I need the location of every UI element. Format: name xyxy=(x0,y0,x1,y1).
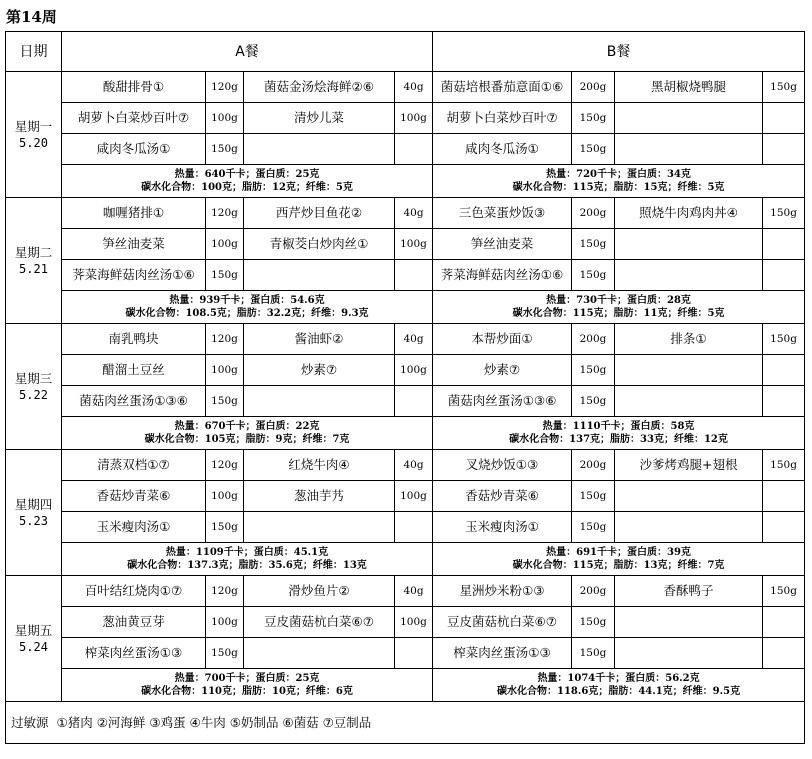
day-cell xyxy=(6,72,62,198)
dish-name xyxy=(244,386,395,417)
dish-name xyxy=(244,260,395,291)
allergen-label: 过敏源 xyxy=(11,714,49,730)
dish-name: 酱油虾② xyxy=(244,324,395,355)
dish-weight: 100g xyxy=(395,229,433,260)
dish-weight: 150g xyxy=(572,229,615,260)
dish-row xyxy=(6,386,805,417)
dish-name xyxy=(615,638,763,669)
dish-weight xyxy=(763,481,805,512)
allergen-list: ①猪肉 ②河海鲜 ③鸡蛋 ④牛肉 ⑤奶制品 ⑥菌菇 ⑦豆制品 xyxy=(56,714,372,730)
dish-name xyxy=(615,481,763,512)
day-name: 星期三 xyxy=(14,370,53,386)
dish-weight: 200g xyxy=(572,198,615,229)
dish-weight xyxy=(763,607,805,638)
dish-weight xyxy=(395,512,433,543)
dish-weight: 120g xyxy=(206,198,244,229)
dish-weight: 150g xyxy=(572,260,615,291)
dish-weight: 100g xyxy=(395,103,433,134)
dish-name xyxy=(244,512,395,543)
day-cell xyxy=(6,450,62,576)
dish-name xyxy=(615,103,763,134)
nutrition-line: 热量：1109千卡；蛋白质：45.1克 xyxy=(165,547,329,558)
dish-weight xyxy=(763,103,805,134)
nutrition-a xyxy=(62,291,433,324)
dish-row xyxy=(6,198,805,229)
dish-weight: 150g xyxy=(763,576,805,607)
dish-name xyxy=(244,134,395,165)
dish-weight: 150g xyxy=(572,355,615,386)
nutrition-line: 热量：939千卡；蛋白质：54.6克 xyxy=(169,295,325,306)
nutrition-line: 碳水化合物：115克；脂肪：13克；纤维：7克 xyxy=(512,560,725,571)
dish-name: 星洲炒米粉①③ xyxy=(433,576,572,607)
dish-weight: 120g xyxy=(206,324,244,355)
dish-weight: 200g xyxy=(572,576,615,607)
dish-row xyxy=(6,260,805,291)
dish-weight: 100g xyxy=(395,355,433,386)
nutrition-row xyxy=(6,417,805,450)
dish-weight: 150g xyxy=(572,103,615,134)
nutrition-b xyxy=(433,417,805,450)
dish-row xyxy=(6,324,805,355)
nutrition-b xyxy=(433,165,805,198)
dish-name: 胡萝卜白菜炒百叶⑦ xyxy=(433,103,572,134)
dish-weight xyxy=(763,229,805,260)
dish-weight: 100g xyxy=(206,103,244,134)
dish-name: 荠菜海鲜菇肉丝汤①⑥ xyxy=(433,260,572,291)
dish-name: 炒素⑦ xyxy=(244,355,395,386)
dish-name: 咖喱猪排① xyxy=(62,198,206,229)
date-header: 日期 xyxy=(6,32,62,72)
dish-name: 香菇炒青菜⑥ xyxy=(62,481,206,512)
dish-name: 排条① xyxy=(615,324,763,355)
dish-name: 百叶结红烧肉①⑦ xyxy=(62,576,206,607)
weekly-menu-table xyxy=(5,31,805,744)
dish-weight: 150g xyxy=(572,386,615,417)
dish-name xyxy=(615,386,763,417)
nutrition-b xyxy=(433,543,805,576)
dish-weight: 40g xyxy=(395,576,433,607)
dish-weight: 150g xyxy=(206,386,244,417)
dish-name: 榨菜肉丝蛋汤①③ xyxy=(62,638,206,669)
dish-weight xyxy=(763,260,805,291)
nutrition-line: 碳水化合物：137克；脂肪：33克；纤维：12克 xyxy=(509,434,728,445)
dish-name: 菌菇肉丝蛋汤①③⑥ xyxy=(433,386,572,417)
dish-name: 菌菇肉丝蛋汤①③⑥ xyxy=(62,386,206,417)
dish-name: 菌菇金汤烩海鲜②⑥ xyxy=(244,72,395,103)
dish-name xyxy=(615,607,763,638)
dish-name: 葱油黄豆芽 xyxy=(62,607,206,638)
dish-row xyxy=(6,481,805,512)
day-cell xyxy=(6,576,62,702)
dish-name: 菌菇培根番茄意面①⑥ xyxy=(433,72,572,103)
dish-name xyxy=(615,229,763,260)
dish-weight: 150g xyxy=(763,72,805,103)
dish-name: 清蒸双档①⑦ xyxy=(62,450,206,481)
dish-weight xyxy=(763,134,805,165)
nutrition-line: 碳水化合物：118.6克；脂肪：44.1克；纤维：9.5克 xyxy=(497,686,741,697)
dish-name: 豆皮菌菇杭白菜⑥⑦ xyxy=(244,607,395,638)
nutrition-line: 热量：1110千卡；蛋白质：58克 xyxy=(542,421,695,432)
dish-row xyxy=(6,72,805,103)
nutrition-a xyxy=(62,165,433,198)
day-name: 星期五 xyxy=(14,622,53,638)
nutrition-line: 热量：1074千卡；蛋白质：56.2克 xyxy=(537,673,700,684)
nutrition-b xyxy=(433,669,805,702)
a-meal-header: A餐 xyxy=(62,32,433,72)
dish-weight xyxy=(763,512,805,543)
dish-weight: 120g xyxy=(206,450,244,481)
dish-weight: 100g xyxy=(206,481,244,512)
dish-name: 照烧牛肉鸡肉丼④ xyxy=(615,198,763,229)
dish-weight: 150g xyxy=(206,134,244,165)
b-meal-header: B餐 xyxy=(433,32,805,72)
dish-name: 香菇炒青菜⑥ xyxy=(433,481,572,512)
allergen-cell xyxy=(6,702,805,744)
day-date: 5.20 xyxy=(19,135,48,150)
dish-name: 榨菜肉丝蛋汤①③ xyxy=(433,638,572,669)
dish-weight xyxy=(763,355,805,386)
dish-row xyxy=(6,607,805,638)
dish-weight xyxy=(395,134,433,165)
dish-weight: 40g xyxy=(395,198,433,229)
dish-weight xyxy=(395,260,433,291)
dish-row xyxy=(6,638,805,669)
nutrition-row xyxy=(6,543,805,576)
dish-weight: 150g xyxy=(206,260,244,291)
dish-name xyxy=(615,355,763,386)
dish-weight: 150g xyxy=(763,324,805,355)
dish-weight: 100g xyxy=(395,607,433,638)
nutrition-line: 碳水化合物：105克；脂肪：9克；纤维：7克 xyxy=(144,434,350,445)
nutrition-line: 热量：640千卡；蛋白质：25克 xyxy=(174,169,320,180)
nutrition-line: 碳水化合物：100克；脂肪：12克；纤维：5克 xyxy=(141,182,353,193)
nutrition-line: 碳水化合物：110克；脂肪：10克；纤维：6克 xyxy=(141,686,353,697)
allergen-row xyxy=(6,702,805,744)
day-date: 5.24 xyxy=(19,639,48,654)
nutrition-row xyxy=(6,291,805,324)
dish-weight: 120g xyxy=(206,576,244,607)
dish-name: 沙爹烤鸡腿+翅根 xyxy=(615,450,763,481)
day-name: 星期一 xyxy=(14,118,53,134)
dish-name: 黑胡椒烧鸭腿 xyxy=(615,72,763,103)
dish-weight: 40g xyxy=(395,450,433,481)
dish-name: 叉烧炒饭①③ xyxy=(433,450,572,481)
dish-name: 青椒茭白炒肉丝① xyxy=(244,229,395,260)
dish-weight xyxy=(763,638,805,669)
dish-weight: 200g xyxy=(572,72,615,103)
dish-name: 南乳鸭块 xyxy=(62,324,206,355)
dish-weight xyxy=(395,386,433,417)
dish-name: 西芹炒目鱼花② xyxy=(244,198,395,229)
nutrition-b xyxy=(433,291,805,324)
dish-name xyxy=(615,134,763,165)
dish-name: 玉米瘦肉汤① xyxy=(433,512,572,543)
day-cell xyxy=(6,324,62,450)
dish-row xyxy=(6,229,805,260)
nutrition-a xyxy=(62,417,433,450)
dish-name: 炒素⑦ xyxy=(433,355,572,386)
nutrition-line: 热量：691千卡；蛋白质：39克 xyxy=(546,547,691,558)
day-name: 星期二 xyxy=(14,244,53,260)
day-date: 5.21 xyxy=(19,261,48,276)
dish-row xyxy=(6,134,805,165)
page-title: 第14周 xyxy=(6,8,57,26)
dish-weight: 100g xyxy=(206,355,244,386)
dish-weight: 150g xyxy=(572,638,615,669)
dish-weight: 150g xyxy=(206,512,244,543)
dish-weight: 150g xyxy=(206,638,244,669)
nutrition-row xyxy=(6,165,805,198)
dish-name: 荠菜海鲜菇肉丝汤①⑥ xyxy=(62,260,206,291)
nutrition-line: 碳水化合物：115克；脂肪：11克；纤维：5克 xyxy=(512,308,725,319)
dish-weight: 150g xyxy=(763,450,805,481)
dish-name xyxy=(615,260,763,291)
nutrition-a xyxy=(62,543,433,576)
dish-name: 玉米瘦肉汤① xyxy=(62,512,206,543)
dish-name: 胡萝卜白菜炒百叶⑦ xyxy=(62,103,206,134)
dish-weight: 150g xyxy=(572,481,615,512)
dish-name: 香酥鸭子 xyxy=(615,576,763,607)
dish-weight xyxy=(395,638,433,669)
dish-name: 三色菜蛋炒饭③ xyxy=(433,198,572,229)
dish-weight xyxy=(763,386,805,417)
nutrition-line: 热量：700千卡；蛋白质：25克 xyxy=(174,673,320,684)
nutrition-line: 碳水化合物：137.3克；脂肪：35.6克；纤维：13克 xyxy=(127,560,367,571)
dish-name: 醋溜土豆丝 xyxy=(62,355,206,386)
nutrition-row xyxy=(6,669,805,702)
dish-name: 酸甜排骨① xyxy=(62,72,206,103)
dish-name xyxy=(615,512,763,543)
dish-row xyxy=(6,576,805,607)
dish-weight: 100g xyxy=(206,229,244,260)
dish-name: 咸肉冬瓜汤① xyxy=(433,134,572,165)
nutrition-a xyxy=(62,669,433,702)
header-row xyxy=(6,32,805,72)
dish-weight: 40g xyxy=(395,324,433,355)
dish-name: 本帮炒面① xyxy=(433,324,572,355)
dish-weight: 150g xyxy=(572,607,615,638)
dish-row xyxy=(6,450,805,481)
dish-weight: 150g xyxy=(763,198,805,229)
dish-name: 笋丝油麦菜 xyxy=(62,229,206,260)
nutrition-line: 热量：720千卡；蛋白质：34克 xyxy=(546,169,691,180)
dish-name: 咸肉冬瓜汤① xyxy=(62,134,206,165)
dish-name: 滑炒鱼片② xyxy=(244,576,395,607)
dish-name: 豆皮菌菇杭白菜⑥⑦ xyxy=(433,607,572,638)
dish-name: 葱油芋艿 xyxy=(244,481,395,512)
day-name: 星期四 xyxy=(14,496,53,512)
dish-weight: 120g xyxy=(206,72,244,103)
dish-weight: 100g xyxy=(395,481,433,512)
dish-name: 笋丝油麦菜 xyxy=(433,229,572,260)
day-cell xyxy=(6,198,62,324)
dish-weight: 150g xyxy=(572,512,615,543)
dish-name: 清炒儿菜 xyxy=(244,103,395,134)
day-date: 5.23 xyxy=(19,513,48,528)
nutrition-line: 碳水化合物：108.5克；脂肪：32.2克；纤维：9.3克 xyxy=(125,308,369,319)
nutrition-line: 热量：730千卡；蛋白质：28克 xyxy=(546,295,691,306)
dish-weight: 200g xyxy=(572,450,615,481)
dish-row xyxy=(6,103,805,134)
nutrition-line: 热量：670千卡；蛋白质：22克 xyxy=(174,421,320,432)
dish-row xyxy=(6,512,805,543)
dish-weight: 150g xyxy=(572,134,615,165)
day-date: 5.22 xyxy=(19,387,48,402)
dish-weight: 200g xyxy=(572,324,615,355)
dish-name: 红烧牛肉④ xyxy=(244,450,395,481)
dish-name xyxy=(244,638,395,669)
dish-weight: 40g xyxy=(395,72,433,103)
nutrition-line: 碳水化合物：115克；脂肪：15克；纤维：5克 xyxy=(512,182,725,193)
dish-row xyxy=(6,355,805,386)
dish-weight: 100g xyxy=(206,607,244,638)
